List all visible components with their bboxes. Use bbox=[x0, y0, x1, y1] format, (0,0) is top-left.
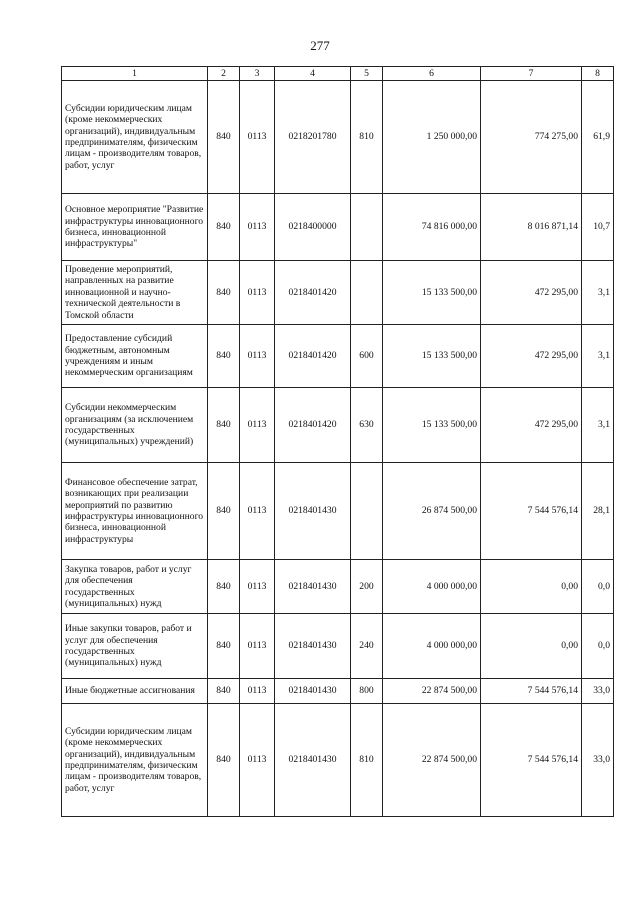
cell-col2: 840 bbox=[208, 194, 240, 261]
cell-col3: 0113 bbox=[240, 261, 275, 325]
row-name: Предоставление субсидий бюджетным, автономным учреждениям и иным некоммерческим организациям bbox=[62, 325, 208, 388]
cell-col6: 15 133 500,00 bbox=[383, 388, 481, 463]
cell-col5 bbox=[351, 194, 383, 261]
cell-col8: 3,1 bbox=[582, 388, 614, 463]
cell-col2: 840 bbox=[208, 388, 240, 463]
column-header: 2 bbox=[208, 67, 240, 81]
cell-col6: 1 250 000,00 bbox=[383, 81, 481, 194]
cell-col7: 0,00 bbox=[481, 614, 582, 679]
cell-col5: 200 bbox=[351, 560, 383, 614]
table-row bbox=[62, 560, 614, 614]
table-row bbox=[62, 704, 614, 817]
cell-col8: 10,7 bbox=[582, 194, 614, 261]
cell-col8: 33,0 bbox=[582, 679, 614, 704]
budget-table bbox=[61, 66, 614, 817]
column-header: 6 bbox=[383, 67, 481, 81]
cell-col4: 0218400000 bbox=[275, 194, 351, 261]
cell-col7: 8 016 871,14 bbox=[481, 194, 582, 261]
cell-col7: 774 275,00 bbox=[481, 81, 582, 194]
cell-col6: 26 874 500,00 bbox=[383, 463, 481, 560]
cell-col7: 7 544 576,14 bbox=[481, 679, 582, 704]
cell-col3: 0113 bbox=[240, 388, 275, 463]
cell-col6: 4 000 000,00 bbox=[383, 614, 481, 679]
table-row bbox=[62, 261, 614, 325]
cell-col2: 840 bbox=[208, 325, 240, 388]
cell-col8: 28,1 bbox=[582, 463, 614, 560]
cell-col4: 0218401420 bbox=[275, 261, 351, 325]
cell-col4: 0218401430 bbox=[275, 463, 351, 560]
cell-col3: 0113 bbox=[240, 614, 275, 679]
cell-col4: 0218201780 bbox=[275, 81, 351, 194]
cell-col7: 472 295,00 bbox=[481, 325, 582, 388]
cell-col2: 840 bbox=[208, 704, 240, 817]
cell-col2: 840 bbox=[208, 463, 240, 560]
cell-col8: 3,1 bbox=[582, 261, 614, 325]
table-row bbox=[62, 388, 614, 463]
cell-col4: 0218401420 bbox=[275, 325, 351, 388]
row-name: Иные бюджетные ассигнования bbox=[62, 679, 208, 704]
cell-col5 bbox=[351, 463, 383, 560]
table-row bbox=[62, 463, 614, 560]
cell-col3: 0113 bbox=[240, 463, 275, 560]
cell-col8: 0,0 bbox=[582, 614, 614, 679]
cell-col5: 600 bbox=[351, 325, 383, 388]
cell-col5: 800 bbox=[351, 679, 383, 704]
cell-col4: 0218401420 bbox=[275, 388, 351, 463]
cell-col6: 74 816 000,00 bbox=[383, 194, 481, 261]
cell-col2: 840 bbox=[208, 679, 240, 704]
column-header: 8 bbox=[582, 67, 614, 81]
cell-col5: 810 bbox=[351, 704, 383, 817]
page-number: 277 bbox=[310, 38, 330, 53]
cell-col4: 0218401430 bbox=[275, 704, 351, 817]
cell-col6: 22 874 500,00 bbox=[383, 679, 481, 704]
row-name: Проведение мероприятий, направленных на развитие инновационной и научно-технической деятельности в Томской области bbox=[62, 261, 208, 325]
row-name: Субсидии юридическим лицам (кроме некоммерческих организаций), индивидуальным предпринимателям, физическим лицам - производителям товаров, работ, услуг bbox=[62, 81, 208, 194]
cell-col8: 3,1 bbox=[582, 325, 614, 388]
cell-col4: 0218401430 bbox=[275, 560, 351, 614]
column-header: 1 bbox=[62, 67, 208, 81]
cell-col8: 61,9 bbox=[582, 81, 614, 194]
cell-col5: 630 bbox=[351, 388, 383, 463]
cell-col7: 472 295,00 bbox=[481, 261, 582, 325]
cell-col7: 7 544 576,14 bbox=[481, 704, 582, 817]
cell-col7: 7 544 576,14 bbox=[481, 463, 582, 560]
cell-col7: 0,00 bbox=[481, 560, 582, 614]
cell-col8: 33,0 bbox=[582, 704, 614, 817]
cell-col6: 15 133 500,00 bbox=[383, 325, 481, 388]
table-row bbox=[62, 614, 614, 679]
cell-col3: 0113 bbox=[240, 325, 275, 388]
row-name: Финансовое обеспечение затрат, возникающих при реализации мероприятий по развитию инфраструктуры инновационного бизнеса, инновационной инфраструктуры bbox=[62, 463, 208, 560]
table-header-row bbox=[62, 67, 614, 81]
cell-col3: 0113 bbox=[240, 560, 275, 614]
table-row bbox=[62, 81, 614, 194]
cell-col2: 840 bbox=[208, 560, 240, 614]
cell-col2: 840 bbox=[208, 261, 240, 325]
cell-col6: 4 000 000,00 bbox=[383, 560, 481, 614]
cell-col4: 0218401430 bbox=[275, 614, 351, 679]
cell-col6: 22 874 500,00 bbox=[383, 704, 481, 817]
cell-col6: 15 133 500,00 bbox=[383, 261, 481, 325]
table-row bbox=[62, 325, 614, 388]
row-name: Субсидии юридическим лицам (кроме некоммерческих организаций), индивидуальным предпринимателям, физическим лицам - производителям товаров, работ, услуг bbox=[62, 704, 208, 817]
cell-col3: 0113 bbox=[240, 679, 275, 704]
cell-col3: 0113 bbox=[240, 81, 275, 194]
cell-col5: 240 bbox=[351, 614, 383, 679]
cell-col4: 0218401430 bbox=[275, 679, 351, 704]
cell-col7: 472 295,00 bbox=[481, 388, 582, 463]
column-header: 5 bbox=[351, 67, 383, 81]
cell-col8: 0,0 bbox=[582, 560, 614, 614]
column-header: 4 bbox=[275, 67, 351, 81]
row-name: Иные закупки товаров, работ и услуг для обеспечения государственных (муниципальных) нужд bbox=[62, 614, 208, 679]
cell-col3: 0113 bbox=[240, 704, 275, 817]
cell-col2: 840 bbox=[208, 614, 240, 679]
row-name: Основное мероприятие "Развитие инфраструктуры инновационного бизнеса, инновационной инфраструктуры" bbox=[62, 194, 208, 261]
column-header: 7 bbox=[481, 67, 582, 81]
row-name: Закупка товаров, работ и услуг для обеспечения государственных (муниципальных) нужд bbox=[62, 560, 208, 614]
cell-col5 bbox=[351, 261, 383, 325]
cell-col5: 810 bbox=[351, 81, 383, 194]
cell-col3: 0113 bbox=[240, 194, 275, 261]
cell-col2: 840 bbox=[208, 81, 240, 194]
table-row bbox=[62, 194, 614, 261]
table-row bbox=[62, 679, 614, 704]
column-header: 3 bbox=[240, 67, 275, 81]
row-name: Субсидии некоммерческим организациям (за исключением государственных (муниципальных) учреждений) bbox=[62, 388, 208, 463]
